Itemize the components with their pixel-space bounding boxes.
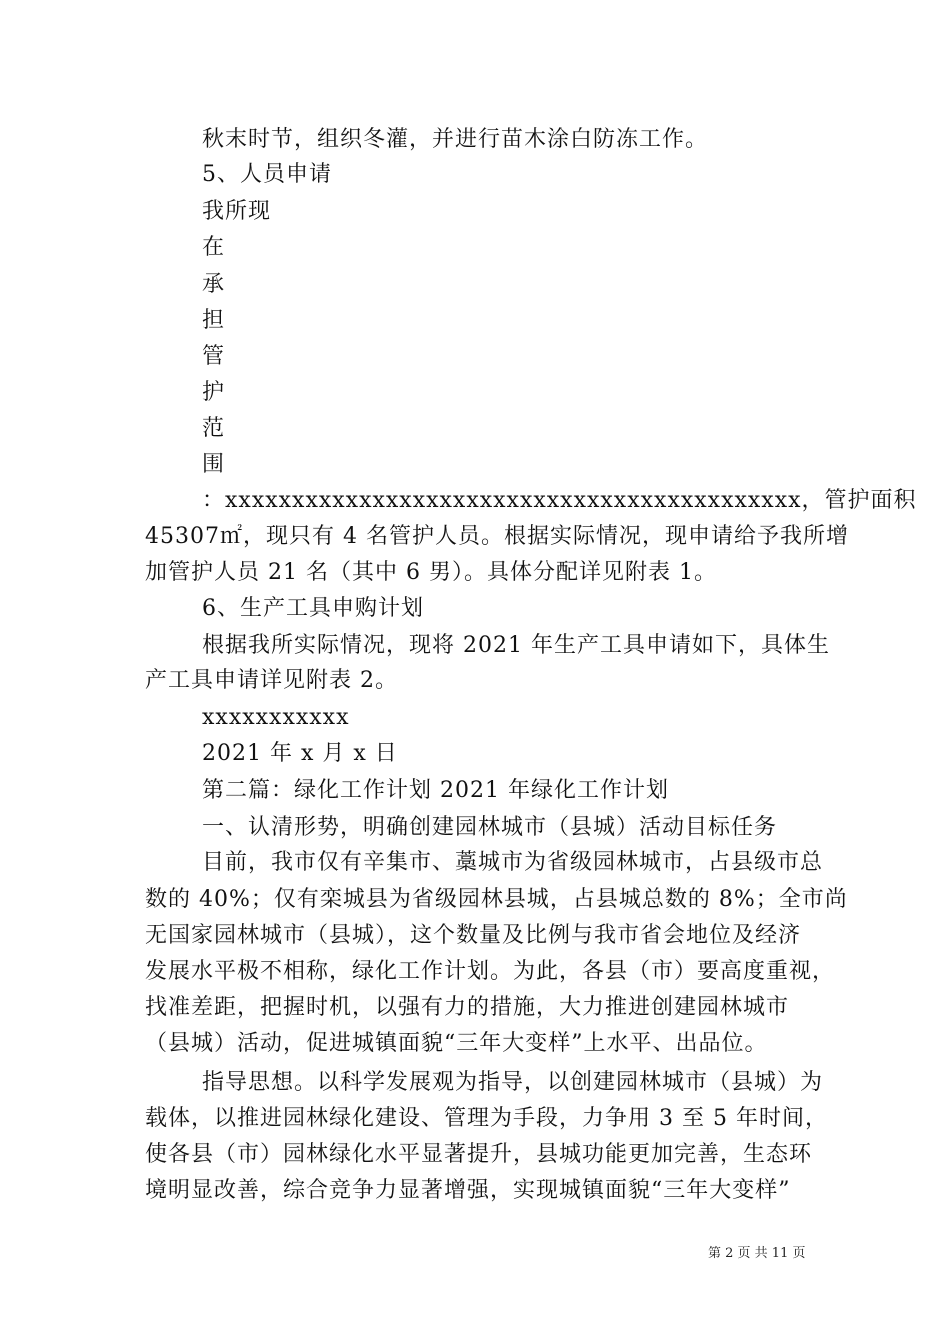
text-line: 承 bbox=[202, 272, 226, 297]
text-line: 管 bbox=[202, 344, 226, 369]
date-line: 2021 年 x 月 x 日 bbox=[202, 741, 398, 766]
text-line: 围 bbox=[202, 452, 226, 477]
text-line: 产工具申请详见附表 2。 bbox=[145, 668, 398, 693]
text-line: 在 bbox=[202, 235, 226, 260]
section-heading: 5、人员申请 bbox=[202, 162, 332, 187]
text-line: 使各县（市）园林绿化水平显著提升，县城功能更加完善，生态环 bbox=[145, 1142, 813, 1167]
text-line: 载体，以推进园林绿化建设、管理为手段，力争用 3 至 5 年时间， bbox=[145, 1106, 828, 1131]
page-number-footer: 第 2 页 共 11 页 bbox=[708, 1246, 806, 1261]
text-line: 发展水平极不相称，绿化工作计划。为此，各县（市）要高度重视， bbox=[145, 959, 836, 984]
text-line: 找准差距，把握时机，以强有力的措施，大力推进创建园林城市 bbox=[145, 995, 790, 1020]
text-line: 无国家园林城市（县城），这个数量及比例与我市省会地位及经济 bbox=[145, 923, 802, 948]
text-line: 数的 40%；仅有栾城县为省级园林县城，占县城总数的 8%；全市尚 bbox=[145, 887, 848, 912]
text-line: 秋末时节，组织冬灌，并进行苗木涂白防冻工作。 bbox=[202, 127, 709, 152]
section-heading: 6、生产工具申购计划 bbox=[202, 596, 424, 621]
text-line: （县城）活动，促进城镇面貌“三年大变样”上水平、出品位。 bbox=[145, 1031, 768, 1056]
signature-line: xxxxxxxxxxx bbox=[202, 705, 350, 730]
text-line: 指导思想。以科学发展观为指导，以创建园林城市（县城）为 bbox=[202, 1070, 824, 1095]
section-heading: 一、认清形势，明确创建园林城市（县城）活动目标任务 bbox=[202, 815, 778, 840]
text-line: 目前，我市仅有辛集市、藁城市为省级园林城市，占县级市总 bbox=[202, 850, 824, 875]
text-line: 境明显改善，综合竞争力显著增强，实现城镇面貌“三年大变样” bbox=[145, 1178, 791, 1203]
text-line: 我所现 bbox=[202, 199, 272, 224]
text-line: 加管护人员 21 名（其中 6 男）。具体分配详见附表 1。 bbox=[145, 560, 717, 585]
text-line: 45307㎡，现只有 4 名管护人员。根据实际情况，现申请给予我所增 bbox=[145, 524, 849, 549]
text-line: 护 bbox=[202, 380, 226, 405]
text-line: 担 bbox=[202, 308, 226, 333]
text-line: 范 bbox=[202, 416, 226, 441]
chapter-title: 第二篇：绿化工作计划 2021 年绿化工作计划 bbox=[202, 778, 669, 803]
text-line: ：xxxxxxxxxxxxxxxxxxxxxxxxxxxxxxxxxxxxxxxxxxx，管护面积 bbox=[202, 488, 917, 513]
text-line: 根据我所实际情况，现将 2021 年生产工具申请如下，具体生 bbox=[202, 633, 830, 658]
